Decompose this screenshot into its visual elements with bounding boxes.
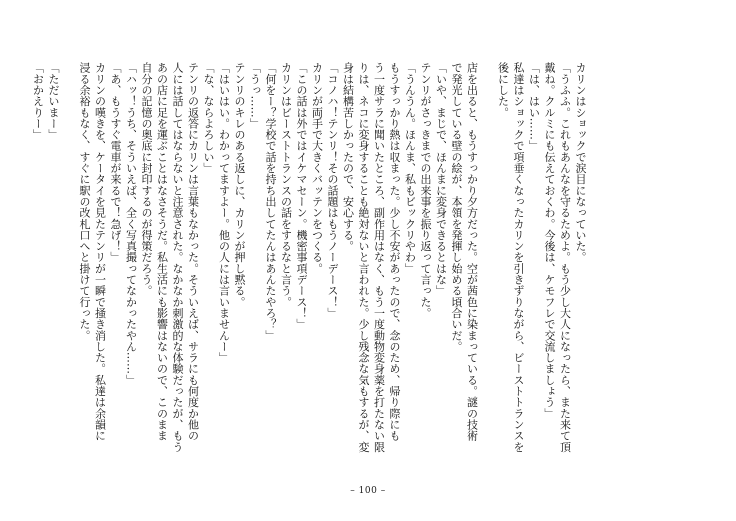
text-line: カリンはビーストトランスの話をするなと言う。	[279, 62, 293, 308]
text-line: 「いや、まじで、ほんまに変身できるとはな」	[434, 62, 448, 297]
text-line: 後にした。	[496, 62, 510, 118]
text-line: 「この話は外ではイケマセーン。機密事項デース！」	[295, 62, 308, 330]
text-line: 「うふふ。これもあんなを守るためよ。もう少し大人になったら、また来て頂	[558, 62, 572, 453]
text-line: 人には話してはならないと注意された。なかなか刺激的な体験だったが、もう	[171, 62, 184, 453]
text-line: 私達はショックで項垂くなったカリンを引きずりながら、ビーストトランスを	[512, 62, 525, 453]
text-line: 浸る余裕もなく、すぐに駅の改札口へと掛けて行った。	[78, 62, 91, 341]
text-line: 「うんうん。ほんま、私もビックリやわ」	[403, 62, 417, 274]
text-line: 「ただいまー」	[47, 62, 60, 141]
text-line: 「ハッ！うち、そういえば、全く写真撮ってなかったやん……」	[124, 62, 138, 386]
blank-line	[480, 62, 496, 458]
text-line: カリンの嘆きを、ケータイを見たテンリが一瞬で掻き消した。私達は余韻に	[93, 62, 107, 442]
text-line: で発光している壁の絵が、本領を発揮し始める頃合いだ。	[450, 62, 463, 352]
page-number: – 100 –	[350, 486, 386, 496]
text-line: 自分の記憶の奥底に封印するのが得策だろう。	[140, 62, 153, 297]
text-line: カリンはショックで涙目になっていた。	[574, 62, 587, 263]
text-line: 「はいはい。わかってますよー。他の人には言いませんー」	[217, 62, 231, 364]
text-line: 戴ね。クルミにも伝えておくわ。今後は、ケモフレで交流しましょう」	[543, 62, 556, 419]
text-line: 「は、はい……」	[527, 62, 541, 152]
text-line: 身は結構苦しかったので、安心する。	[341, 62, 355, 252]
text-line: テンリのキレのある返しに、カリンが押し黙る。	[233, 62, 246, 308]
text-line: カリンが両手で大きくバッテンをつくる。	[310, 62, 324, 274]
text-line: あの店に足を運ぶことはなさそうだ。私生活にも影響はないので、このまま	[155, 62, 169, 442]
text-line: 「うっ……」	[248, 62, 262, 129]
text-line: 「おかえりー」	[31, 62, 45, 141]
text-line: う一度サラに聞いたところ、副作用はなく、もう一度動物変身薬を打たない限	[372, 62, 386, 453]
text-line: もうすっかり熱は収まった。少し不安があったので、念のため、帰り際にも	[388, 62, 401, 442]
text-line: 「何をー？学校で話を持ち出してたんはあんたやろ？」	[264, 62, 277, 341]
blank-line	[61, 62, 77, 458]
text-line: テンリの返答にカリンは言葉もなかった。そういえば、サラにも何度か他の	[186, 62, 200, 442]
text-line: 「コノハ！テンリ！その話題はもうノーデース！」	[326, 62, 339, 319]
text-line: テンリがさっきまでの出来事を振り返って言った。	[419, 62, 432, 319]
text-line: 店を出ると、もうすっかり夕方だった。空が茜色に染まっている。謎の技術	[465, 62, 479, 442]
vertical-text-block	[30, 62, 588, 458]
text-line: 「な、ならよろしい」	[202, 62, 215, 174]
text-line: 「あ、もうすぐ電車が来るで！急げ！」	[109, 62, 122, 263]
text-line: りは、ネコに変身することも絶対ないと言われた。少し残念な気もするが、変	[357, 62, 370, 453]
